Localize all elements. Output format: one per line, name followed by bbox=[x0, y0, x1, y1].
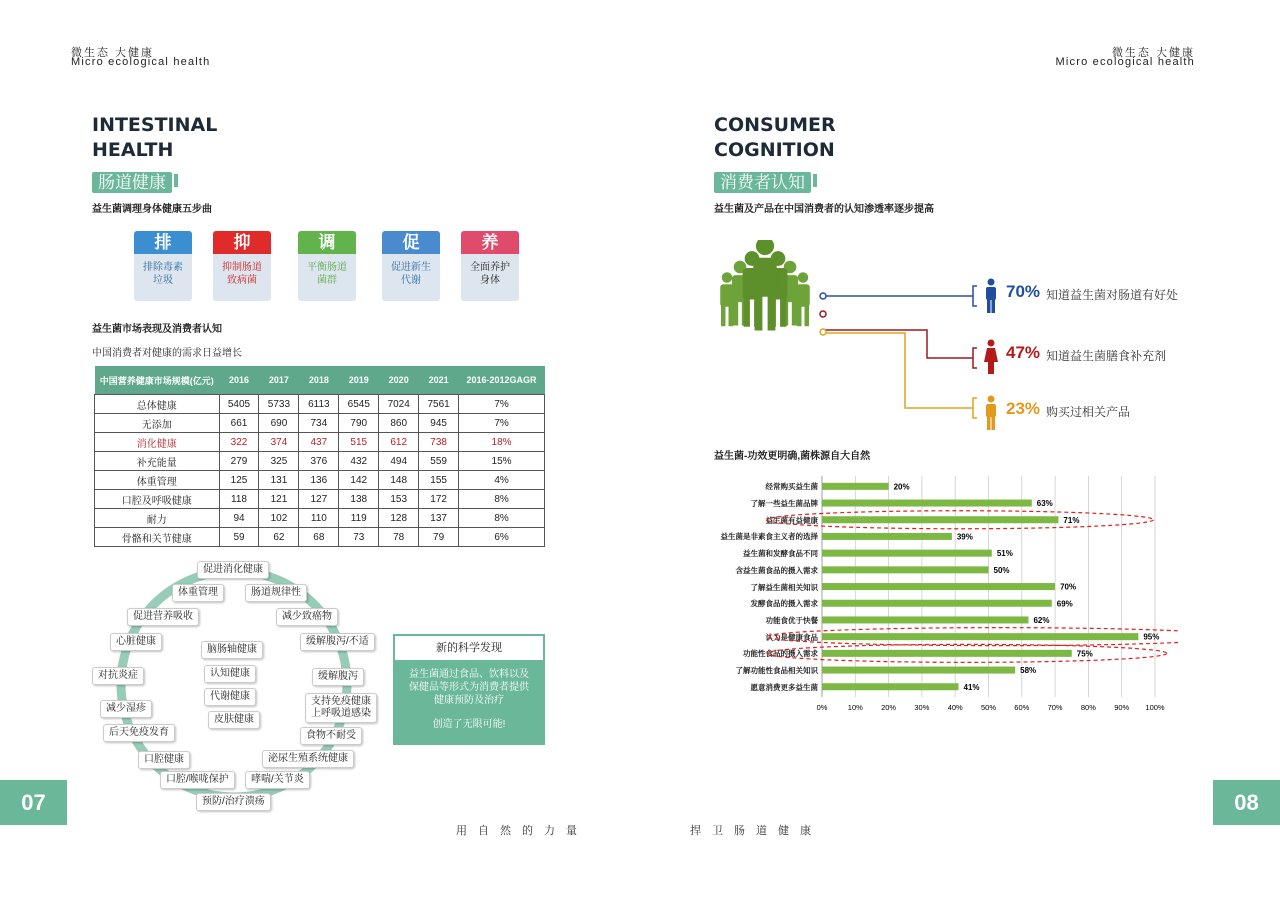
bubble-digestion: 促进消化健康 bbox=[197, 561, 269, 579]
step-char: 排 bbox=[134, 231, 192, 254]
table-cell: 860 bbox=[379, 414, 419, 433]
step-char: 抑 bbox=[213, 231, 271, 254]
step-card-0 bbox=[134, 231, 192, 301]
x-tick-label: 0% bbox=[816, 703, 828, 713]
table-cell: 494 bbox=[379, 452, 419, 471]
table-header-cell: 2016 bbox=[219, 366, 259, 395]
table-cell: 110 bbox=[299, 509, 339, 528]
table-cell: 148 bbox=[379, 471, 419, 490]
bar bbox=[822, 516, 1058, 523]
page-number-right: 08 bbox=[1213, 780, 1280, 825]
step-desc-line2: 代谢 bbox=[401, 275, 421, 286]
x-tick-label: 20% bbox=[881, 703, 897, 713]
brand-cn-right: 微生态 大健康 bbox=[1111, 47, 1195, 59]
table-cell: 432 bbox=[339, 452, 379, 471]
table-cell: 125 bbox=[219, 471, 259, 490]
table-cell: 612 bbox=[379, 433, 419, 452]
step-card-2 bbox=[298, 231, 356, 301]
x-tick-label: 10% bbox=[847, 703, 863, 713]
step-desc-line2: 身体 bbox=[480, 275, 500, 286]
table-cell: 7% bbox=[459, 414, 545, 433]
table-cell: 138 bbox=[339, 490, 379, 509]
step-desc-line2: 菌群 bbox=[317, 275, 337, 286]
stat-text: 知道益生菌对肠道有好处 bbox=[1046, 288, 1179, 302]
table-header-cell: 中国营养健康市场规模(亿元) bbox=[95, 366, 220, 395]
stat-percent: 23% bbox=[1006, 399, 1041, 418]
table-cell: 73 bbox=[339, 528, 379, 547]
category-label: 认为是健康食品 bbox=[765, 632, 818, 642]
right-subtitle: 益生菌及产品在中国消费者的认知渗透率逐步提高 bbox=[714, 204, 934, 215]
left-tag-label: 肠道健康 bbox=[92, 172, 172, 193]
category-label: 发酵食品的摄入需求 bbox=[750, 599, 818, 609]
table-cell: 374 bbox=[259, 433, 299, 452]
x-tick-label: 40% bbox=[947, 703, 963, 713]
right-tag-label: 消费者认知 bbox=[714, 172, 811, 193]
left-title bbox=[92, 113, 217, 163]
table-cell: 6545 bbox=[339, 395, 379, 414]
category-label: 了解益生菌相关知识 bbox=[750, 582, 818, 592]
person-icon bbox=[984, 278, 998, 314]
step-desc-line1: 抑制肠道 bbox=[222, 262, 262, 273]
step-desc bbox=[298, 254, 356, 287]
bar bbox=[822, 616, 1028, 623]
data-label: 95% bbox=[1143, 632, 1160, 642]
table-cell: 体重管理 bbox=[95, 471, 220, 490]
table-cell: 738 bbox=[419, 433, 459, 452]
x-tick-label: 60% bbox=[1014, 703, 1030, 713]
table-cell: 8% bbox=[459, 509, 545, 528]
table-cell: 172 bbox=[419, 490, 459, 509]
left-title-line2: HEALTH bbox=[92, 139, 174, 161]
table-cell: 骨骼和关节健康 bbox=[95, 528, 220, 547]
bubble-asthma: 哮喘/关节炎 bbox=[245, 771, 310, 789]
table-cell: 7561 bbox=[419, 395, 459, 414]
right-title-line1: CONSUMER bbox=[714, 114, 836, 136]
bubble-weight: 体重管理 bbox=[172, 584, 224, 602]
x-tick-label: 70% bbox=[1047, 703, 1063, 713]
bubble-skin: 皮肤健康 bbox=[208, 711, 260, 729]
table-cell: 78 bbox=[379, 528, 419, 547]
science-title: 新的科学发现 bbox=[395, 636, 543, 660]
market-subtitle: 中国消费者对健康的需求日益增长 bbox=[92, 348, 242, 359]
table-cell: 437 bbox=[299, 433, 339, 452]
table-cell: 142 bbox=[339, 471, 379, 490]
data-label: 20% bbox=[893, 482, 910, 492]
table-cell: 515 bbox=[339, 433, 379, 452]
table-header-cell: 2018 bbox=[299, 366, 339, 395]
bubble-immune-line1: 支持免疫健康 bbox=[311, 696, 371, 707]
x-tick-label: 30% bbox=[914, 703, 930, 713]
table-cell: 155 bbox=[419, 471, 459, 490]
table-cell: 119 bbox=[339, 509, 379, 528]
bar bbox=[822, 600, 1052, 607]
table-row bbox=[95, 490, 545, 509]
bubble-metabolic: 代谢健康 bbox=[204, 688, 256, 706]
x-tick-label: 80% bbox=[1080, 703, 1096, 713]
data-label: 51% bbox=[996, 549, 1013, 559]
step-desc-line1: 促进新生 bbox=[391, 262, 431, 273]
table-cell: 136 bbox=[299, 471, 339, 490]
category-label: 愿意消费更多益生菌 bbox=[750, 682, 818, 692]
step-desc-line1: 全面养护 bbox=[470, 262, 510, 273]
step-desc bbox=[134, 254, 192, 287]
table-cell: 耐力 bbox=[95, 509, 220, 528]
table-cell: 94 bbox=[219, 509, 259, 528]
table-cell: 102 bbox=[259, 509, 299, 528]
table-cell: 945 bbox=[419, 414, 459, 433]
data-label: 69% bbox=[1056, 599, 1073, 609]
table-cell: 279 bbox=[219, 452, 259, 471]
table-row bbox=[95, 395, 545, 414]
bubble-food-intolerance: 食物不耐受 bbox=[300, 727, 362, 745]
data-label: 41% bbox=[963, 682, 980, 692]
right-title-line2: COGNITION bbox=[714, 139, 835, 161]
table-header-cell: 2021 bbox=[419, 366, 459, 395]
table-cell: 790 bbox=[339, 414, 379, 433]
table-cell: 121 bbox=[259, 490, 299, 509]
step-card-4 bbox=[461, 231, 519, 301]
survey-bar-chart bbox=[700, 470, 1180, 715]
table-cell: 口腔及呼吸健康 bbox=[95, 490, 220, 509]
stat-text: 购买过相关产品 bbox=[1046, 405, 1131, 419]
table-cell: 68 bbox=[299, 528, 339, 547]
bar bbox=[822, 550, 992, 557]
step-desc bbox=[461, 254, 519, 287]
bubble-carcinogen: 减少致癌物 bbox=[276, 608, 338, 626]
bubble-eczema: 减少湿疹 bbox=[100, 700, 152, 718]
people-group-icon bbox=[715, 240, 1015, 440]
brand-en-right: Micro ecological health bbox=[1055, 56, 1195, 68]
bubble-regularity: 肠道规律性 bbox=[245, 584, 307, 602]
table-row bbox=[95, 528, 545, 547]
table-row bbox=[95, 414, 545, 433]
x-tick-label: 100% bbox=[1145, 703, 1165, 713]
table-cell: 118 bbox=[219, 490, 259, 509]
data-label: 62% bbox=[1033, 615, 1050, 625]
bubble-throat: 口腔/喉咙保护 bbox=[160, 771, 235, 789]
step-desc-line2: 致病菌 bbox=[227, 275, 257, 286]
bubble-immune-dev: 后天免疫发育 bbox=[103, 724, 175, 742]
bubble-cognitive: 认知健康 bbox=[204, 665, 256, 683]
data-label: 71% bbox=[1063, 515, 1080, 525]
step-card-1 bbox=[213, 231, 271, 301]
bubble-diarrhea-relief: 缓解腹泻/不适 bbox=[300, 633, 375, 651]
table-cell: 137 bbox=[419, 509, 459, 528]
table-cell: 消化健康 bbox=[95, 433, 220, 452]
table-cell: 7% bbox=[459, 395, 545, 414]
left-tag bbox=[92, 168, 172, 193]
table-cell: 4% bbox=[459, 471, 545, 490]
table-cell: 690 bbox=[259, 414, 299, 433]
category-label: 功能食优于快餐 bbox=[765, 615, 818, 625]
table-cell: 734 bbox=[299, 414, 339, 433]
category-label: 益生菌和发酵食品不同 bbox=[743, 549, 818, 559]
table-cell: 325 bbox=[259, 452, 299, 471]
table-row bbox=[95, 509, 545, 528]
table-cell: 15% bbox=[459, 452, 545, 471]
bubble-immune-line2: 上呼吸道感染 bbox=[311, 708, 371, 719]
table-cell: 无添加 bbox=[95, 414, 220, 433]
person-icon bbox=[984, 339, 998, 375]
table-row bbox=[95, 433, 545, 452]
table-cell: 661 bbox=[219, 414, 259, 433]
chart-title: 益生菌-功效更明确,菌株源自大自然 bbox=[714, 451, 871, 462]
table-cell: 127 bbox=[299, 490, 339, 509]
market-title: 益生菌市场表现及消费者认知 bbox=[92, 324, 222, 335]
page-number-left: 07 bbox=[0, 780, 67, 825]
bar bbox=[822, 667, 1015, 674]
table-header-cell: 2019 bbox=[339, 366, 379, 395]
stat-percent: 47% bbox=[1006, 343, 1041, 362]
table-cell: 559 bbox=[419, 452, 459, 471]
table-cell: 59 bbox=[219, 528, 259, 547]
table-cell: 79 bbox=[419, 528, 459, 547]
left-title-line1: INTESTINAL bbox=[92, 114, 218, 136]
table-cell: 6% bbox=[459, 528, 545, 547]
bar bbox=[822, 650, 1072, 657]
category-label: 含益生菌食品的摄入需求 bbox=[735, 565, 818, 575]
bubble-inflammation: 对抗炎症 bbox=[92, 667, 144, 685]
table-header-row bbox=[95, 366, 545, 395]
stat-percent: 70% bbox=[1006, 282, 1041, 301]
category-label: 益生菌是非素食主义者的选择 bbox=[720, 532, 818, 542]
data-label: 75% bbox=[1076, 649, 1093, 659]
market-table bbox=[94, 366, 545, 547]
data-label: 58% bbox=[1020, 666, 1037, 676]
table-cell: 5405 bbox=[219, 395, 259, 414]
brand-en-left: Micro ecological health bbox=[71, 56, 211, 68]
bubble-diarrhea: 缓解腹泻 bbox=[312, 668, 364, 686]
table-header-cell: 2020 bbox=[379, 366, 419, 395]
bubble-nutrient: 促进营养吸收 bbox=[127, 608, 199, 626]
bar bbox=[822, 683, 959, 690]
step-desc-line2: 垃圾 bbox=[153, 275, 173, 286]
bar bbox=[822, 583, 1055, 590]
table-cell: 153 bbox=[379, 490, 419, 509]
step-desc-line1: 排除毒素 bbox=[143, 262, 183, 273]
table-cell: 6113 bbox=[299, 395, 339, 414]
bar bbox=[822, 533, 952, 540]
right-tag bbox=[714, 168, 811, 193]
x-tick-label: 90% bbox=[1114, 703, 1130, 713]
data-label: 63% bbox=[1036, 499, 1053, 509]
table-cell: 18% bbox=[459, 433, 545, 452]
bubble-heart: 心脏健康 bbox=[110, 633, 162, 651]
step-desc bbox=[213, 254, 271, 287]
table-cell: 补充能量 bbox=[95, 452, 220, 471]
table-cell: 总体健康 bbox=[95, 395, 220, 414]
bubble-urogenital: 泌尿生殖系统健康 bbox=[262, 750, 354, 768]
footer-left: 用自然的力量 bbox=[456, 825, 588, 837]
step-char: 促 bbox=[382, 231, 440, 254]
x-tick-label: 50% bbox=[980, 703, 997, 713]
category-label: 益生菌有益健康 bbox=[765, 515, 818, 525]
table-header-cell: 2017 bbox=[259, 366, 299, 395]
table-cell: 376 bbox=[299, 452, 339, 471]
right-title bbox=[714, 113, 836, 163]
bubble-immune bbox=[305, 693, 377, 723]
table-cell: 8% bbox=[459, 490, 545, 509]
left-subtitle: 益生菌调理身体健康五步曲 bbox=[92, 204, 212, 215]
bubble-gut-brain: 脑肠轴健康 bbox=[201, 641, 263, 659]
person-icon bbox=[984, 395, 998, 431]
step-desc bbox=[382, 254, 440, 287]
bar bbox=[822, 483, 889, 490]
table-header-cell: 2016-2012GAGR bbox=[459, 366, 545, 395]
table-cell: 322 bbox=[219, 433, 259, 452]
science-tail: 创造了无限可能! bbox=[432, 719, 506, 730]
table-row bbox=[95, 471, 545, 490]
step-desc-line1: 平衡肠道 bbox=[307, 262, 347, 273]
table-cell: 131 bbox=[259, 471, 299, 490]
category-label: 了解功能性食品相关知识 bbox=[735, 666, 818, 676]
category-label: 了解一些益生菌品牌 bbox=[750, 499, 818, 509]
bar bbox=[822, 566, 989, 573]
data-label: 50% bbox=[993, 565, 1010, 575]
step-card-3 bbox=[382, 231, 440, 301]
bar bbox=[822, 500, 1032, 507]
stat-text: 知道益生菌膳食补充剂 bbox=[1046, 349, 1167, 363]
data-label: 70% bbox=[1060, 582, 1077, 592]
step-char: 养 bbox=[461, 231, 519, 254]
step-char: 调 bbox=[298, 231, 356, 254]
table-row bbox=[95, 452, 545, 471]
bubble-oral: 口腔健康 bbox=[138, 751, 190, 769]
table-cell: 5733 bbox=[259, 395, 299, 414]
category-label: 功能性食品的摄入需求 bbox=[743, 649, 818, 659]
category-label: 经常购买益生菌 bbox=[765, 482, 818, 492]
footer-right: 捍卫肠道健康 bbox=[690, 825, 822, 837]
bar bbox=[822, 633, 1138, 640]
science-body: 益生菌通过食品、饮料以及保健品等形式为消费者提供健康预防及治疗 bbox=[409, 669, 529, 706]
science-box bbox=[393, 634, 545, 745]
bubble-ulcer: 预防/治疗溃疡 bbox=[196, 793, 271, 811]
table-cell: 128 bbox=[379, 509, 419, 528]
brand-cn-left: 微生态 大健康 bbox=[71, 47, 155, 59]
data-label: 39% bbox=[956, 532, 973, 542]
table-cell: 7024 bbox=[379, 395, 419, 414]
table-cell: 62 bbox=[259, 528, 299, 547]
chart-plot bbox=[700, 470, 1180, 715]
